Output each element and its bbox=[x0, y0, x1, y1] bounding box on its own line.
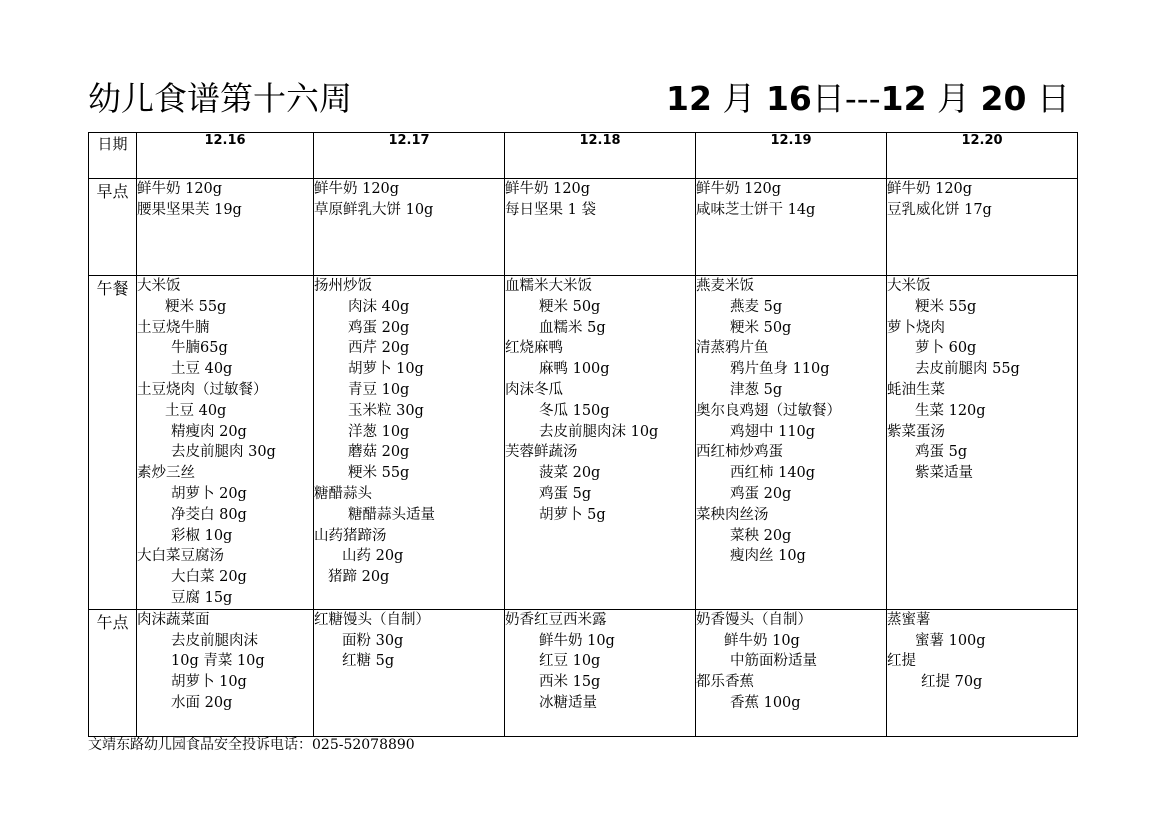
ingredient: 蜜薯 100g bbox=[915, 632, 986, 649]
menu-item: 鲜牛奶 120g bbox=[887, 181, 973, 197]
dish-name: 奶香红豆西米露 bbox=[505, 611, 607, 628]
dish-name: 扬州炒饭 bbox=[314, 278, 372, 294]
ingredient: 生菜 120g bbox=[915, 402, 986, 419]
menu-cell bbox=[696, 179, 887, 276]
day-header: 12.19 bbox=[696, 133, 887, 179]
dish-name: 大白菜豆腐汤 bbox=[137, 548, 224, 565]
dish-name: 大米饭 bbox=[137, 278, 181, 294]
dish-name: 糖醋蒜头 bbox=[314, 485, 372, 502]
menu-item: 鲜牛奶 120g bbox=[314, 181, 400, 197]
menu-item: 腰果坚果芙 19g bbox=[137, 201, 242, 218]
row-label-afternoon: 午点 bbox=[89, 609, 137, 736]
day-unit: 日 bbox=[1036, 79, 1070, 118]
ingredient: 去皮前腿肉沫 10g bbox=[539, 423, 659, 440]
ingredient: 鲜牛奶 10g bbox=[724, 632, 800, 649]
ingredient: 玉米粒 30g bbox=[348, 402, 424, 419]
menu-item: 鲜牛奶 120g bbox=[696, 181, 782, 197]
dish-name: 燕麦米饭 bbox=[696, 278, 754, 294]
ingredient: 粳米 55g bbox=[915, 298, 977, 315]
menu-cell bbox=[887, 609, 1078, 736]
menu-item: 鲜牛奶 120g bbox=[137, 181, 223, 197]
ingredient: 彩椒 10g bbox=[171, 527, 233, 544]
menu-cell bbox=[137, 609, 314, 736]
date-label: 日期 bbox=[89, 133, 137, 179]
dish-name: 萝卜烧肉 bbox=[887, 319, 945, 336]
dish-name: 山药猪蹄汤 bbox=[314, 527, 387, 544]
ingredient: 血糯米 5g bbox=[539, 319, 606, 336]
dish-name: 奶香馒头（自制） bbox=[696, 611, 812, 628]
dish-name: 都乐香蕉 bbox=[696, 674, 754, 691]
menu-item: 草原鲜乳大饼 10g bbox=[314, 201, 434, 218]
menu-cell bbox=[696, 609, 887, 736]
page-title: 幼儿食谱第十六周 bbox=[88, 79, 352, 118]
ingredient: 冬瓜 150g bbox=[539, 402, 610, 419]
ingredient: 粳米 55g bbox=[165, 298, 227, 315]
dish-name: 红糖馒头（自制） bbox=[314, 611, 430, 628]
range-separator: 日--- bbox=[811, 79, 881, 118]
ingredient: 青豆 10g bbox=[348, 381, 410, 398]
dish-name: 肉沫蔬菜面 bbox=[137, 611, 210, 628]
ingredient: 胡萝卜 10g bbox=[171, 674, 247, 691]
ingredient: 粳米 50g bbox=[539, 298, 601, 315]
ingredient: 去皮前腿肉 55g bbox=[915, 361, 1020, 378]
ingredient: 西米 15g bbox=[539, 674, 601, 691]
ingredient: 红豆 10g bbox=[539, 653, 601, 670]
ingredient: 粳米 50g bbox=[730, 319, 792, 336]
ingredient: 大白菜 20g bbox=[171, 569, 247, 586]
ingredient: 胡萝卜 20g bbox=[171, 485, 247, 502]
menu-cell bbox=[887, 276, 1078, 610]
ingredient: 鸦片鱼身 110g bbox=[730, 361, 830, 378]
ingredient: 豆腐 15g bbox=[171, 589, 233, 606]
month-unit: 月 bbox=[937, 79, 971, 118]
ingredient: 瘦肉丝 10g bbox=[730, 548, 806, 565]
menu-cell bbox=[887, 179, 1078, 276]
menu-item: 豆乳威化饼 17g bbox=[887, 201, 992, 218]
ingredient: 西芹 20g bbox=[348, 340, 410, 357]
menu-cell bbox=[505, 179, 696, 276]
dish-name: 西红柿炒鸡蛋 bbox=[696, 444, 783, 461]
dish-name: 素炒三丝 bbox=[137, 465, 195, 482]
ingredient: 鸡蛋 5g bbox=[915, 444, 968, 461]
ingredient: 面粉 30g bbox=[342, 632, 404, 649]
end-day: 20 bbox=[980, 79, 1027, 118]
dish-name: 紫菜蛋汤 bbox=[887, 423, 945, 440]
ingredient: 西红柿 140g bbox=[730, 465, 816, 482]
ingredient: 鲜牛奶 10g bbox=[539, 632, 615, 649]
ingredient: 菠菜 20g bbox=[539, 465, 601, 482]
date-range bbox=[666, 74, 1070, 124]
dish-name: 奥尔良鸡翅（过敏餐） bbox=[696, 402, 841, 419]
ingredient: 鸡蛋 5g bbox=[539, 485, 592, 502]
ingredient: 糖醋蒜头适量 bbox=[348, 506, 435, 523]
dish-name: 肉沫冬瓜 bbox=[505, 381, 563, 398]
ingredient: 紫菜适量 bbox=[915, 465, 973, 482]
ingredient: 去皮前腿肉沫 bbox=[171, 632, 258, 649]
ingredient: 水面 20g bbox=[171, 694, 233, 711]
ingredient: 牛腩65g bbox=[171, 340, 228, 357]
day-header: 12.20 bbox=[887, 133, 1078, 179]
ingredient: 洋葱 10g bbox=[348, 423, 410, 440]
dish-name: 红提 bbox=[887, 653, 916, 670]
day-header: 12.16 bbox=[137, 133, 314, 179]
ingredient: 津葱 5g bbox=[730, 381, 783, 398]
lunch-row bbox=[89, 276, 1078, 610]
menu-cell bbox=[314, 276, 505, 610]
dish-name: 清蒸鸦片鱼 bbox=[696, 340, 769, 357]
menu-cell bbox=[137, 179, 314, 276]
ingredient: 燕麦 5g bbox=[730, 298, 783, 315]
ingredient: 中筋面粉适量 bbox=[730, 653, 817, 670]
ingredient: 10g 青菜 10g bbox=[171, 653, 265, 670]
morning-snack-row bbox=[89, 179, 1078, 276]
start-day: 16 bbox=[765, 79, 812, 118]
ingredient: 鸡翅中 110g bbox=[730, 423, 816, 440]
dish-name: 土豆烧牛腩 bbox=[137, 319, 210, 336]
ingredient: 猪蹄 20g bbox=[328, 569, 390, 586]
menu-cell bbox=[696, 276, 887, 610]
day-header: 12.17 bbox=[314, 133, 505, 179]
menu-item: 鲜牛奶 120g bbox=[505, 181, 591, 197]
menu-cell bbox=[314, 609, 505, 736]
ingredient: 土豆 40g bbox=[165, 402, 227, 419]
ingredient: 蘑菇 20g bbox=[348, 444, 410, 461]
menu-cell bbox=[137, 276, 314, 610]
ingredient: 鸡蛋 20g bbox=[348, 319, 410, 336]
dish-name: 血糯米大米饭 bbox=[505, 278, 592, 294]
ingredient: 麻鸭 100g bbox=[539, 361, 610, 378]
row-label-morning: 早点 bbox=[89, 179, 137, 276]
ingredient: 菜秧 20g bbox=[730, 527, 792, 544]
ingredient: 香蕉 100g bbox=[730, 694, 801, 711]
menu-item: 咸味芝士饼干 14g bbox=[696, 201, 816, 218]
ingredient: 红提 70g bbox=[921, 674, 983, 691]
dish-name: 菜秧肉丝汤 bbox=[696, 506, 769, 523]
ingredient: 鸡蛋 20g bbox=[730, 485, 792, 502]
ingredient: 去皮前腿肉 30g bbox=[171, 444, 276, 461]
row-label-lunch: 午餐 bbox=[89, 276, 137, 610]
menu-cell bbox=[505, 609, 696, 736]
dish-name: 土豆烧肉（过敏餐） bbox=[137, 381, 268, 398]
ingredient: 红糖 5g bbox=[342, 653, 395, 670]
ingredient: 冰糖适量 bbox=[539, 694, 597, 711]
complaint-hotline-footer: 文靖东路幼儿园食品安全投诉电话：025-52078890 bbox=[88, 737, 415, 753]
day-header: 12.18 bbox=[505, 133, 696, 179]
header-row bbox=[89, 133, 1078, 179]
month-unit: 月 bbox=[722, 79, 756, 118]
ingredient: 土豆 40g bbox=[171, 361, 233, 378]
end-month: 12 bbox=[880, 79, 927, 118]
ingredient: 粳米 55g bbox=[348, 465, 410, 482]
ingredient: 山药 20g bbox=[342, 548, 404, 565]
ingredient: 精瘦肉 20g bbox=[171, 423, 247, 440]
dish-name: 蒸蜜薯 bbox=[887, 611, 931, 628]
menu-cell bbox=[505, 276, 696, 610]
ingredient: 胡萝卜 10g bbox=[348, 361, 424, 378]
menu-item: 每日坚果 1 袋 bbox=[505, 201, 596, 218]
menu-cell bbox=[314, 179, 505, 276]
dish-name: 蚝油生菜 bbox=[887, 381, 945, 398]
dish-name: 大米饭 bbox=[887, 278, 931, 294]
dish-name: 红烧麻鸭 bbox=[505, 340, 563, 357]
menu-table bbox=[88, 132, 1078, 737]
ingredient: 萝卜 60g bbox=[915, 340, 977, 357]
ingredient: 胡萝卜 5g bbox=[539, 506, 606, 523]
dish-name: 芙蓉鲜蔬汤 bbox=[505, 444, 578, 461]
ingredient: 肉沫 40g bbox=[348, 298, 410, 315]
afternoon-snack-row bbox=[89, 609, 1078, 736]
ingredient: 净茭白 80g bbox=[171, 506, 247, 523]
start-month: 12 bbox=[666, 79, 712, 118]
